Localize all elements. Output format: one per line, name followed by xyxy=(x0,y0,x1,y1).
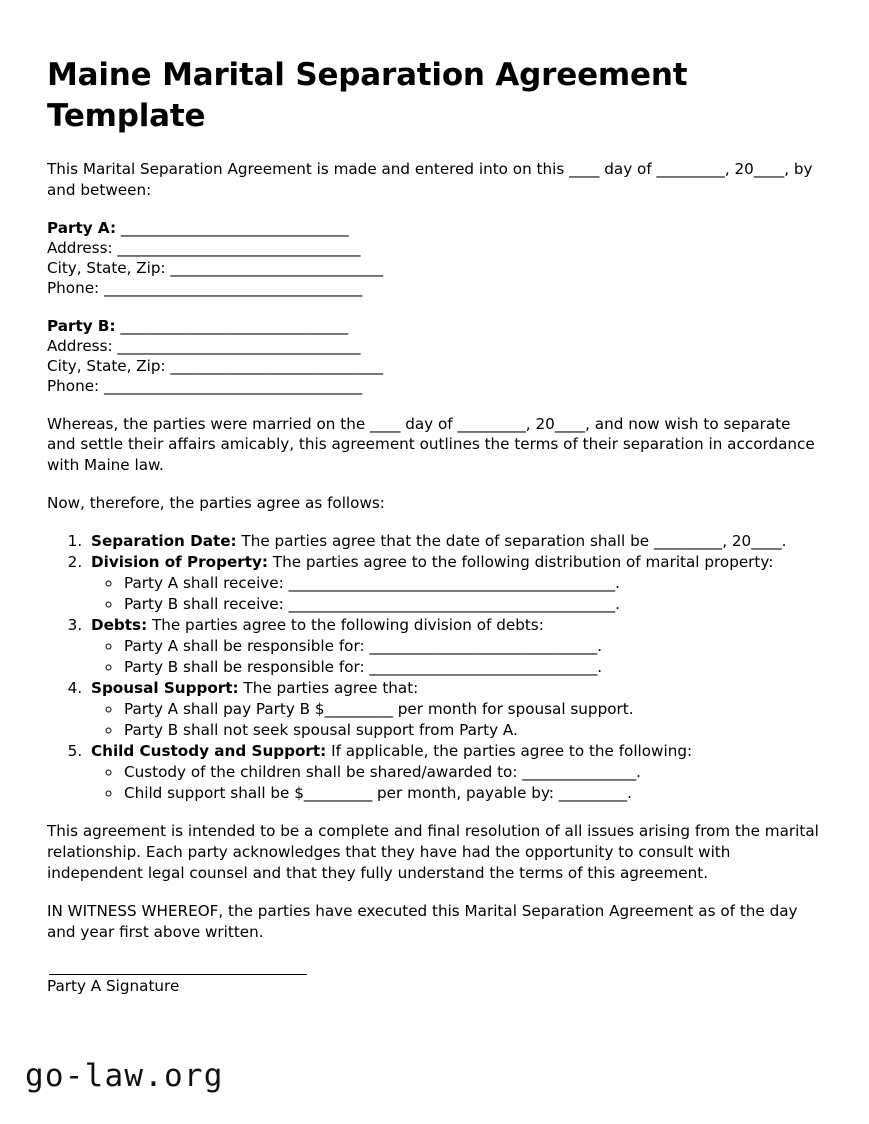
party-b-city-label: City, State, Zip: xyxy=(47,357,166,376)
whereas-paragraph: Whereas, the parties were married on the ____ day of _________, 20____, and now wish to separate and settle their affairs amicably, this agreement outlines the terms of their separation in accordance with Maine law. xyxy=(47,414,815,475)
signature-line[interactable] xyxy=(49,974,307,975)
party-b-address-row xyxy=(47,336,822,356)
party-b-address-label: Address: xyxy=(47,336,113,355)
party-b-phone-fill[interactable]: __________________________________ xyxy=(99,377,363,396)
party-b-city-fill[interactable]: ____________________________ xyxy=(165,357,384,376)
list-item: ◦ Party B shall be responsible for: ______________________________. xyxy=(122,657,822,678)
term-item xyxy=(87,678,822,741)
party-a-phone-label: Phone: xyxy=(47,279,100,298)
party-b-phone-label: Phone: xyxy=(47,377,100,396)
term-label: Debts: xyxy=(91,616,148,635)
party-a-phone-row xyxy=(47,278,822,298)
term-label: Child Custody and Support: xyxy=(91,742,327,761)
term-label: Spousal Support: xyxy=(91,679,239,698)
term-subitems xyxy=(91,636,822,678)
party-b-phone-row xyxy=(47,376,822,396)
term-item xyxy=(87,531,822,552)
now-therefore-paragraph: Now, therefore, the parties agree as follows: xyxy=(47,494,385,513)
term-item xyxy=(87,552,822,615)
party-a-address-label: Address: xyxy=(47,238,113,257)
site-logo: go-law.org xyxy=(25,1058,224,1094)
intro-paragraph: This Marital Separation Agreement is made and entered into on this ____ day of _________, 20____, by and between: xyxy=(47,159,813,199)
party-b-block xyxy=(47,316,822,397)
party-b-name-row xyxy=(47,316,822,336)
list-item: ◦ Child support shall be $_________ per month, payable by: _________. xyxy=(122,783,822,804)
party-b-address-fill[interactable]: ________________________________ xyxy=(112,336,361,355)
party-a-name-row xyxy=(47,218,822,238)
party-b-name-fill[interactable]: ______________________________ xyxy=(115,316,349,335)
closing-paragraph: This agreement is intended to be a complete and final resolution of all issues arising from the marital relationship. Each party acknowledges that they have had the opportunity to consult with independent legal counsel and that they fully understand the terms of this agreement. xyxy=(47,821,819,882)
list-item: ◦ Party A shall pay Party B $_________ per month for spousal support. xyxy=(122,699,822,720)
term-subitems xyxy=(91,699,822,741)
terms-list xyxy=(47,531,822,804)
party-a-name-label: Party A: xyxy=(47,218,117,237)
term-text: The parties agree that the date of separation shall be _________, 20____. xyxy=(236,532,787,551)
signature-block xyxy=(47,974,822,997)
term-label: Division of Property: xyxy=(91,553,268,572)
party-a-block xyxy=(47,218,822,299)
list-item: ◦ Party B shall not seek spousal support from Party A. xyxy=(122,720,822,741)
party-a-city-row xyxy=(47,258,822,278)
term-label: Separation Date: xyxy=(91,532,237,551)
witness-paragraph: IN WITNESS WHEREOF, the parties have executed this Marital Separation Agreement as of the day and year first above written. xyxy=(47,901,798,941)
party-b-name-label: Party B: xyxy=(47,316,116,335)
term-subitems xyxy=(91,573,822,615)
term-text: The parties agree that: xyxy=(238,679,419,698)
term-text: The parties agree to the following distribution of marital property: xyxy=(267,553,774,572)
list-item: ◦ Party A shall receive: ___________________________________________. xyxy=(122,573,822,594)
party-a-city-fill[interactable]: ____________________________ xyxy=(165,259,384,278)
list-item: ◦ Party A shall be responsible for: ______________________________. xyxy=(122,636,822,657)
list-item: ◦ Party B shall receive: ___________________________________________. xyxy=(122,594,822,615)
party-a-name-fill[interactable]: ______________________________ xyxy=(116,218,349,237)
party-b-city-row xyxy=(47,356,822,376)
term-subitems xyxy=(91,762,822,804)
term-text: The parties agree to the following division of debts: xyxy=(147,616,544,635)
party-a-address-row xyxy=(47,238,822,258)
term-item xyxy=(87,741,822,804)
signature-label: Party A Signature xyxy=(47,976,180,995)
page-title: Maine Marital Separation Agreement Template xyxy=(47,57,688,134)
party-a-city-label: City, State, Zip: xyxy=(47,259,166,278)
party-a-address-fill[interactable]: ________________________________ xyxy=(112,238,361,257)
list-item: ◦ Custody of the children shall be shared/awarded to: _______________. xyxy=(122,762,822,783)
party-a-phone-fill[interactable]: __________________________________ xyxy=(99,279,363,298)
term-item xyxy=(87,615,822,678)
term-text: If applicable, the parties agree to the following: xyxy=(326,742,693,761)
document-content xyxy=(47,55,822,997)
